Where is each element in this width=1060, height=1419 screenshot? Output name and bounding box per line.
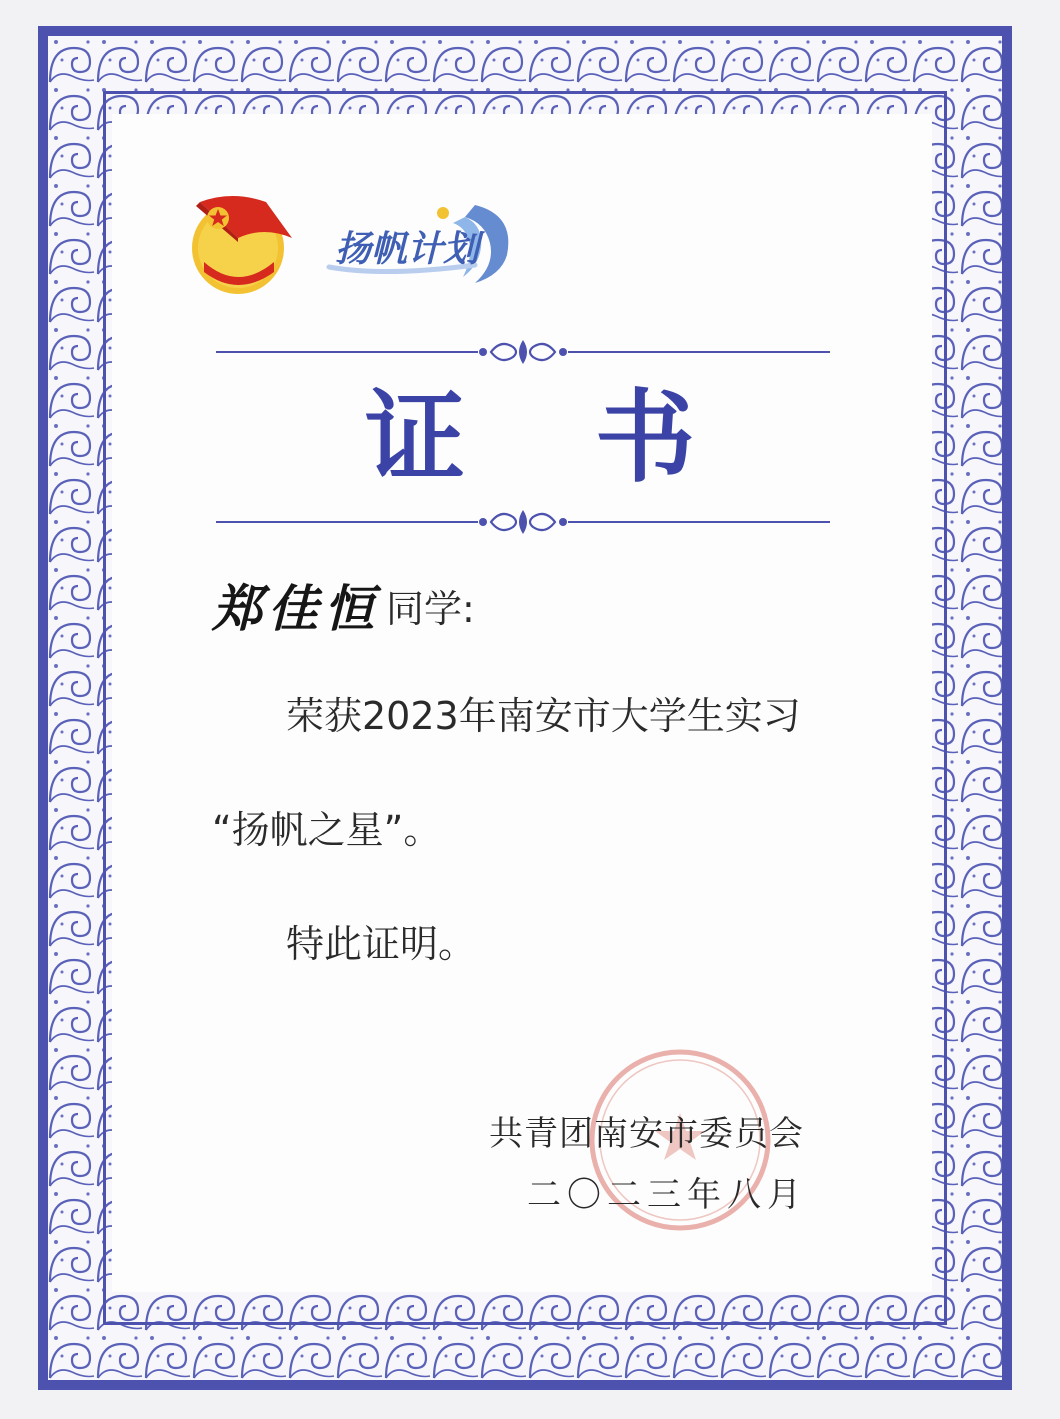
certificate-title bbox=[365, 378, 695, 498]
issuer-organization: 共青团南安市委员会 bbox=[489, 1114, 804, 1154]
youth-league-emblem-icon bbox=[180, 180, 300, 300]
award-text-line-2: “扬帆之星”。 bbox=[212, 808, 442, 852]
title-char-1: 证 bbox=[365, 379, 465, 496]
issue-date: 二〇二三年八月 bbox=[527, 1175, 807, 1215]
ornament-divider-bottom bbox=[216, 507, 830, 537]
recipient-suffix: 同学: bbox=[386, 586, 475, 631]
svg-text:扬帆计划: 扬帆计划 bbox=[335, 228, 480, 270]
recipient-name: 郑佳恒 bbox=[212, 579, 380, 638]
award-text-line-1: 荣获2023年南安市大学生实习 bbox=[286, 694, 801, 738]
yangfan-plan-logo bbox=[325, 195, 525, 290]
title-char-2: 书 bbox=[595, 379, 695, 496]
recipient-line bbox=[212, 570, 475, 640]
certification-statement: 特此证明。 bbox=[286, 922, 477, 966]
ornament-divider-top bbox=[216, 337, 830, 367]
